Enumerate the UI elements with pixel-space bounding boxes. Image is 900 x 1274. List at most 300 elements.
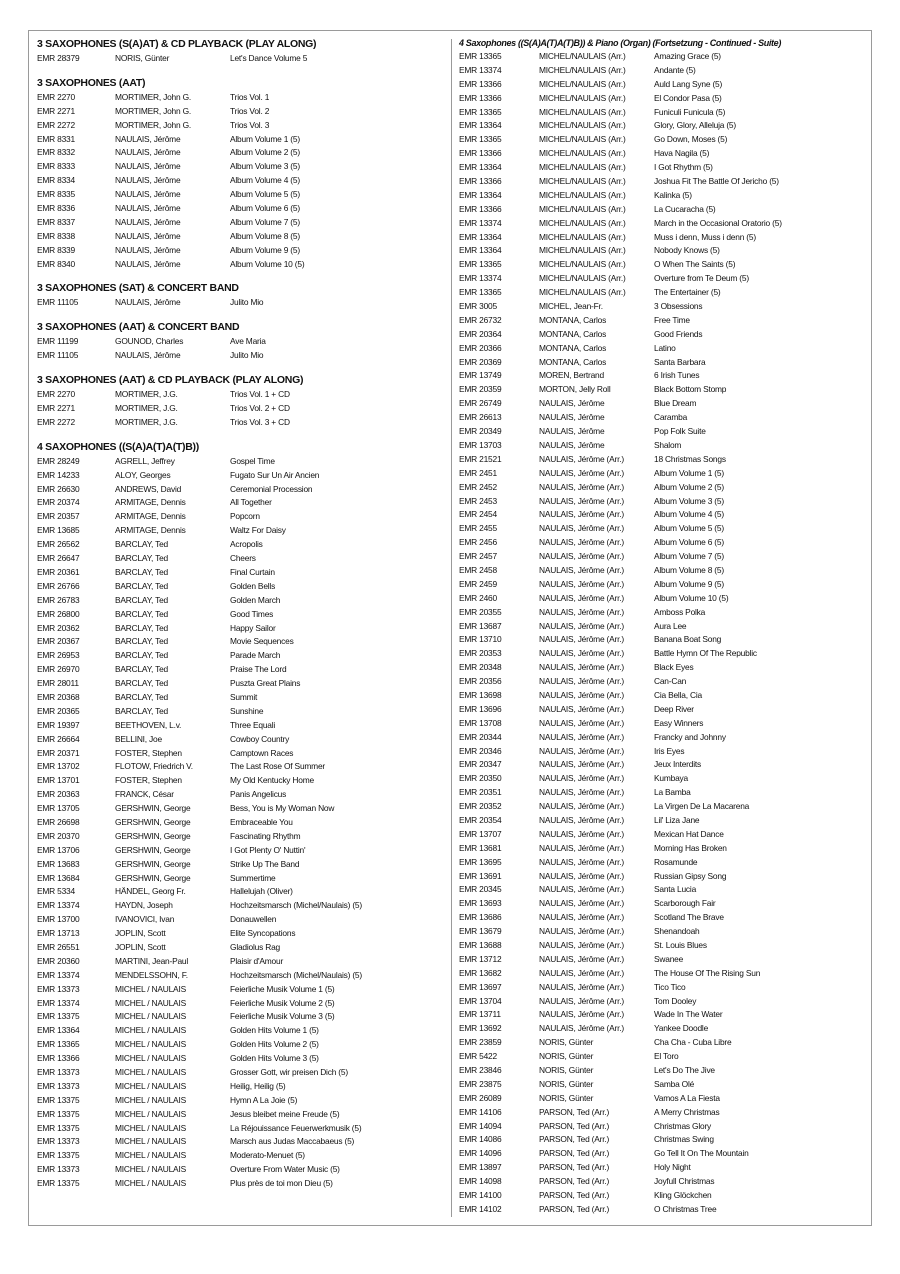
catalog-row (37, 1122, 447, 1136)
catalog-row (459, 189, 867, 203)
work-title: Strike Up The Band (230, 858, 300, 869)
catalog-number: EMR 20356 (459, 676, 502, 687)
work-title: Heilig, Heilig (5) (230, 1080, 286, 1091)
work-title: Kumbaya (654, 773, 688, 784)
catalog-number: EMR 26562 (37, 539, 80, 550)
catalog-row (459, 620, 867, 634)
catalog-number: EMR 26664 (37, 733, 80, 744)
work-title: Album Volume 4 (5) (230, 175, 300, 186)
catalog-row (459, 356, 867, 370)
catalog-number: EMR 13685 (37, 525, 80, 536)
catalog-number: EMR 19397 (37, 719, 80, 730)
work-title: Cha Cha - Cuba Libre (654, 1037, 732, 1048)
catalog-row (37, 663, 447, 677)
catalog-row (459, 633, 867, 647)
composer: PARSON, Ted (Arr.) (539, 1203, 610, 1214)
work-title: Ceremonial Procession (230, 483, 313, 494)
catalog-row (37, 388, 447, 402)
catalog-number: EMR 13364 (459, 162, 502, 173)
composer: GERSHWIN, George (115, 816, 191, 827)
work-title: Moderato-Menuet (5) (230, 1150, 305, 1161)
work-title: Santa Lucia (654, 884, 697, 895)
work-title: Auld Lang Syne (5) (654, 78, 723, 89)
composer: MONTANA, Carlos (539, 314, 607, 325)
composer: MICHEL / NAULAIS (115, 1094, 186, 1105)
catalog-row (459, 592, 867, 606)
work-title: Golden March (230, 594, 281, 605)
catalog-number: EMR 14100 (459, 1190, 502, 1201)
catalog-number: EMR 14106 (459, 1106, 502, 1117)
composer: BARCLAY, Ted (115, 566, 168, 577)
work-title: Grosser Gott, wir preisen Dich (5) (230, 1067, 348, 1077)
work-title: El Toro (654, 1051, 679, 1062)
catalog-row (37, 1177, 447, 1191)
work-title: Amboss Polka (654, 606, 706, 617)
work-title: Happy Sailor (230, 622, 276, 633)
catalog-number: EMR 8331 (37, 133, 75, 144)
composer: PARSON, Ted (Arr.) (539, 1106, 610, 1117)
work-title: Muss i denn, Muss i denn (5) (654, 231, 756, 242)
catalog-number: EMR 8338 (37, 230, 75, 241)
composer: MARTINI, Jean-Paul (115, 955, 189, 966)
work-title: Album Volume 4 (5) (654, 509, 724, 520)
work-title: Sunshine (230, 705, 264, 716)
composer: NAULAIS, Jérôme (Arr.) (539, 787, 624, 798)
catalog-row (459, 300, 867, 314)
catalog-number: EMR 2270 (37, 389, 75, 400)
catalog-number: EMR 13706 (37, 844, 80, 855)
composer: JOPLIN, Scott (115, 928, 166, 939)
work-title: Album Volume 7 (5) (230, 216, 300, 227)
catalog-row (37, 1149, 447, 1163)
work-title: All Together (230, 497, 272, 508)
catalog-row (37, 927, 447, 941)
catalog-row (459, 842, 867, 856)
catalog-number: EMR 13701 (37, 775, 80, 786)
work-title: I Got Rhythm (5) (654, 162, 713, 173)
work-title: Fascinating Rhythm (230, 830, 301, 841)
catalog-row (37, 580, 447, 594)
work-title: Tom Dooley (654, 995, 697, 1006)
work-title: Album Volume 3 (5) (654, 495, 724, 506)
composer: ANDREWS, David (115, 483, 182, 494)
work-title: Golden Bells (230, 580, 276, 591)
catalog-row (37, 622, 447, 636)
catalog-number: EMR 26698 (37, 816, 80, 827)
catalog-row (459, 64, 867, 78)
catalog-row (37, 608, 447, 622)
catalog-row (459, 106, 867, 120)
composer: FOSTER, Stephen (115, 775, 182, 786)
work-title: Overture From Water Music (5) (230, 1164, 340, 1175)
work-title: Samba Olé (654, 1078, 695, 1089)
composer: NAULAIS, Jérôme (539, 412, 605, 423)
work-title: Fugato Sur Un Air Ancien (230, 469, 320, 480)
work-title: Go Down, Moses (5) (654, 134, 728, 145)
catalog-row (459, 745, 867, 759)
composer: NAULAIS, Jérôme (115, 147, 181, 158)
composer: PARSON, Ted (Arr.) (539, 1148, 610, 1159)
work-title: El Condor Pasa (5) (654, 92, 722, 103)
composer: MICHEL/NAULAIS (Arr.) (539, 231, 626, 242)
catalog-number: EMR 13365 (37, 1039, 80, 1050)
catalog-number: EMR 14233 (37, 469, 80, 480)
catalog-number: EMR 13703 (459, 439, 502, 450)
catalog-row (37, 133, 447, 147)
catalog-row (459, 425, 867, 439)
work-title: Embraceable You (230, 816, 293, 827)
composer: NAULAIS, Jérôme (Arr.) (539, 884, 624, 895)
catalog-row (459, 481, 867, 495)
catalog-row (459, 342, 867, 356)
catalog-row (37, 552, 447, 566)
catalog-number: EMR 26800 (37, 608, 80, 619)
composer: MICHEL/NAULAIS (Arr.) (539, 162, 626, 173)
catalog-number: EMR 8334 (37, 175, 75, 186)
composer: NAULAIS, Jérôme (Arr.) (539, 940, 624, 950)
catalog-number: EMR 13686 (459, 912, 502, 923)
composer: BARCLAY, Ted (115, 539, 168, 550)
work-title: Funiculi Funicula (5) (654, 106, 726, 117)
catalog-number: EMR 26647 (37, 553, 80, 564)
catalog-number: EMR 13364 (459, 245, 502, 256)
catalog-row (459, 981, 867, 995)
work-title: Album Volume 1 (5) (654, 467, 724, 478)
catalog-number: EMR 14098 (459, 1176, 502, 1187)
work-title: A Merry Christmas (654, 1106, 720, 1117)
catalog-row (459, 522, 867, 536)
work-title: Andante (5) (654, 64, 696, 75)
catalog-number: EMR 14094 (459, 1120, 502, 1131)
composer: NAULAIS, Jérôme (115, 244, 181, 255)
composer: FLOTOW, Friedrich V. (115, 761, 193, 772)
catalog-number: EMR 13374 (459, 217, 502, 228)
composer: NAULAIS, Jérôme (Arr.) (539, 828, 624, 839)
catalog-row (37, 872, 447, 886)
catalog-row (37, 649, 447, 663)
catalog-number: EMR 20365 (37, 705, 80, 716)
work-title: Holy Night (654, 1162, 691, 1173)
catalog-row (459, 508, 867, 522)
catalog-number: EMR 20371 (37, 747, 80, 758)
composer: NAULAIS, Jérôme (539, 398, 605, 409)
right-column (459, 35, 867, 1217)
catalog-number: EMR 23859 (459, 1037, 502, 1048)
catalog-row (37, 677, 447, 691)
catalog-number: EMR 13365 (459, 51, 502, 61)
composer: NAULAIS, Jérôme (Arr.) (539, 995, 624, 1006)
catalog-row (459, 939, 867, 953)
catalog-row (37, 258, 447, 272)
catalog-number: EMR 13679 (459, 926, 502, 937)
catalog-row (459, 689, 867, 703)
work-title: Hallelujah (Oliver) (230, 886, 293, 897)
catalog-number: EMR 2271 (37, 403, 75, 414)
catalog-row (459, 1120, 867, 1134)
work-title: March in the Occasional Oratorio (5) (654, 217, 782, 228)
catalog-row (37, 538, 447, 552)
composer: MORTIMER, J.G. (115, 416, 178, 427)
catalog-row (459, 883, 867, 897)
work-title: Cia Bella, Cia (654, 689, 702, 700)
work-title: Scotland The Brave (654, 912, 724, 923)
work-title: Christmas Swing (654, 1134, 714, 1145)
composer: HÄNDEL, Georg Fr. (115, 886, 186, 897)
work-title: 18 Christmas Songs (654, 453, 726, 464)
composer: MONTANA, Carlos (539, 328, 607, 339)
composer: NAULAIS, Jérôme (Arr.) (539, 814, 624, 825)
composer: MICHEL / NAULAIS (115, 1108, 186, 1119)
composer: NAULAIS, Jérôme (Arr.) (539, 981, 624, 992)
catalog-number: EMR 20350 (459, 773, 502, 784)
composer: MICHEL/NAULAIS (Arr.) (539, 189, 626, 200)
composer: MICHEL/NAULAIS (Arr.) (539, 134, 626, 145)
catalog-row (37, 119, 447, 133)
catalog-number: EMR 26783 (37, 594, 80, 605)
composer: MOREN, Bertrand (539, 370, 604, 381)
catalog-row (459, 147, 867, 161)
composer: FRANCK, César (115, 789, 174, 800)
composer: NAULAIS, Jérôme (Arr.) (539, 1009, 624, 1020)
work-title: Banana Boat Song (654, 634, 722, 645)
composer: MICHEL / NAULAIS (115, 1150, 186, 1161)
work-title: Feierliche Musik Volume 3 (5) (230, 1011, 335, 1022)
catalog-row (459, 1147, 867, 1161)
catalog-number: EMR 8335 (37, 189, 75, 200)
catalog-number: EMR 20359 (459, 384, 502, 395)
work-title: O Christmas Tree (654, 1203, 717, 1214)
catalog-number: EMR 2270 (37, 91, 75, 102)
work-title: Swanee (654, 953, 684, 964)
catalog-number: EMR 2460 (459, 592, 497, 603)
catalog-section (37, 281, 447, 310)
catalog-number: EMR 20370 (37, 830, 80, 841)
catalog-row (37, 691, 447, 705)
composer: NAULAIS, Jérôme (Arr.) (539, 620, 624, 631)
catalog-number: EMR 2456 (459, 537, 497, 548)
catalog-row (37, 941, 447, 955)
work-title: Jeux Interdits (654, 759, 702, 770)
catalog-number: EMR 11105 (37, 297, 79, 308)
composer: MICHEL/NAULAIS (Arr.) (539, 51, 626, 61)
work-title: Gospel Time (230, 455, 275, 466)
work-title: Black Bottom Stomp (654, 384, 727, 395)
work-title: Rosamunde (654, 856, 698, 867)
composer: PARSON, Ted (Arr.) (539, 1134, 610, 1145)
catalog-number: EMR 8340 (37, 258, 75, 269)
catalog-row (37, 416, 447, 430)
catalog-row (37, 146, 447, 160)
composer: MICHEL / NAULAIS (115, 1067, 186, 1077)
catalog-number: EMR 13374 (37, 900, 80, 911)
composer: NAULAIS, Jérôme (Arr.) (539, 676, 624, 687)
composer: NAULAIS, Jérôme (115, 297, 181, 308)
catalog-row (37, 719, 447, 733)
catalog-number: EMR 13687 (459, 620, 502, 631)
catalog-number: EMR 13749 (459, 370, 502, 381)
work-title: Hochzeitsmarsch (Michel/Naulais) (5) (230, 969, 362, 980)
catalog-row (459, 1189, 867, 1203)
catalog-row (459, 272, 867, 286)
catalog-row (37, 955, 447, 969)
catalog-row (459, 675, 867, 689)
catalog-number: EMR 13365 (459, 287, 502, 298)
composer: MICHEL / NAULAIS (115, 1039, 186, 1050)
composer: GERSHWIN, George (115, 858, 191, 869)
catalog-number: EMR 13897 (459, 1162, 502, 1173)
catalog-number: EMR 13373 (37, 1067, 80, 1077)
composer: NAULAIS, Jérôme (115, 189, 181, 200)
composer: MICHEL/NAULAIS (Arr.) (539, 287, 626, 298)
work-title: Black Eyes (654, 662, 694, 673)
catalog-number: EMR 20367 (37, 636, 80, 647)
catalog-number: EMR 13700 (37, 914, 80, 925)
composer: NAULAIS, Jérôme (Arr.) (539, 648, 624, 659)
work-title: La Virgen De La Macarena (654, 801, 750, 812)
catalog-row (459, 717, 867, 731)
composer: GERSHWIN, George (115, 803, 191, 814)
composer: GERSHWIN, George (115, 872, 191, 883)
work-title: Album Volume 1 (5) (230, 133, 300, 144)
section-title: 4 Saxophones ((S(A)A(T)A(T)B)) & Piano (Organ) (Fortsetzung - Continued - Suite) (459, 38, 781, 48)
composer: NORIS, Günter (539, 1037, 594, 1048)
composer: NORIS, Günter (115, 53, 170, 63)
catalog-row (37, 52, 447, 66)
work-title: Iris Eyes (654, 745, 685, 756)
work-title: Kalinka (5) (654, 189, 692, 200)
catalog-row (37, 983, 447, 997)
composer: NAULAIS, Jérôme (Arr.) (539, 495, 624, 506)
composer: BARCLAY, Ted (115, 650, 168, 661)
catalog-number: EMR 20355 (459, 606, 502, 617)
composer: MORTON, Jelly Roll (539, 384, 611, 395)
catalog-number: EMR 13366 (459, 203, 502, 214)
catalog-number: EMR 2459 (459, 578, 497, 589)
catalog-row (37, 202, 447, 216)
catalog-row (37, 816, 447, 830)
catalog-number: EMR 13366 (459, 78, 502, 89)
section-title: 3 SAXOPHONES (SAT) & CONCERT BAND (37, 282, 239, 295)
composer: PARSON, Ted (Arr.) (539, 1190, 610, 1201)
work-title: Album Volume 9 (5) (230, 244, 300, 255)
catalog-number: EMR 2272 (37, 119, 75, 130)
catalog-row (37, 830, 447, 844)
catalog-number: EMR 14102 (459, 1203, 502, 1214)
composer: NAULAIS, Jérôme (Arr.) (539, 689, 624, 700)
work-title: Trios Vol. 1 (230, 91, 270, 102)
catalog-row (37, 1135, 447, 1149)
composer: NAULAIS, Jérôme (Arr.) (539, 523, 624, 534)
catalog-number: EMR 13366 (459, 92, 502, 103)
work-title: Hymn A La Joie (5) (230, 1094, 298, 1105)
composer: NAULAIS, Jérôme (539, 426, 605, 437)
work-title: Hava Nagila (5) (654, 148, 710, 159)
work-title: Album Volume 5 (5) (654, 523, 724, 534)
catalog-number: EMR 20357 (37, 511, 80, 522)
composer: BARCLAY, Ted (115, 622, 168, 633)
work-title: Julito Mio (230, 297, 264, 308)
composer: MORTIMER, J.G. (115, 389, 178, 400)
catalog-number: EMR 23846 (459, 1065, 502, 1076)
catalog-row (459, 828, 867, 842)
work-title: La Cucaracha (5) (654, 203, 716, 214)
composer: NAULAIS, Jérôme (Arr.) (539, 773, 624, 784)
work-title: Russian Gipsy Song (654, 870, 727, 881)
catalog-number: EMR 26630 (37, 483, 80, 494)
composer: MICHEL / NAULAIS (115, 1164, 186, 1175)
catalog-row (459, 1175, 867, 1189)
composer: NAULAIS, Jérôme (115, 133, 181, 144)
work-title: Jesus bleibet meine Freude (5) (230, 1108, 340, 1119)
composer: MONTANA, Carlos (539, 342, 607, 353)
composer: MICHEL, Jean-Fr. (539, 301, 603, 312)
section-title: 3 SAXOPHONES (AAT) & CONCERT BAND (37, 321, 240, 334)
catalog-section (37, 76, 447, 272)
work-title: Trios Vol. 3 (230, 119, 270, 130)
work-title: Donauwellen (230, 914, 277, 925)
catalog-row (37, 594, 447, 608)
catalog-row (37, 483, 447, 497)
catalog-row (459, 1022, 867, 1036)
composer: PARSON, Ted (Arr.) (539, 1176, 610, 1187)
composer: NAULAIS, Jérôme (539, 439, 605, 450)
work-title: Hochzeitsmarsch (Michel/Naulais) (5) (230, 900, 362, 911)
work-title: Can-Can (654, 676, 687, 687)
catalog-number: EMR 13373 (37, 1164, 80, 1175)
catalog-number: EMR 20351 (459, 787, 502, 798)
composer: NORIS, Günter (539, 1065, 594, 1076)
catalog-number: EMR 13705 (37, 803, 80, 814)
work-title: Album Volume 3 (5) (230, 161, 300, 172)
work-title: Vamos A La Fiesta (654, 1092, 720, 1103)
catalog-number: EMR 20349 (459, 426, 502, 437)
work-title: Plus près de toi mon Dieu (5) (230, 1178, 333, 1189)
catalog-number: EMR 13702 (37, 761, 80, 772)
work-title: Deep River (654, 703, 694, 714)
catalog-number: EMR 20345 (459, 884, 502, 895)
section-title: 3 SAXOPHONES (AAT) & CD PLAYBACK (PLAY ALONG) (37, 374, 304, 387)
composer: NAULAIS, Jérôme (Arr.) (539, 912, 624, 923)
composer: MORTIMER, John G. (115, 91, 192, 102)
composer: NAULAIS, Jérôme (Arr.) (539, 926, 624, 937)
catalog-row (37, 899, 447, 913)
catalog-number: EMR 8333 (37, 161, 75, 172)
composer: MICHEL / NAULAIS (115, 1136, 186, 1147)
catalog-row (459, 758, 867, 772)
composer: NORIS, Günter (539, 1092, 594, 1103)
catalog-row (37, 1094, 447, 1108)
catalog-row (459, 217, 867, 231)
catalog-number: EMR 28249 (37, 455, 80, 466)
work-title: 6 Irish Tunes (654, 370, 700, 381)
catalog-row (459, 50, 867, 64)
catalog-row (459, 786, 867, 800)
catalog-row (459, 119, 867, 133)
catalog-number: EMR 13365 (459, 106, 502, 117)
catalog-row (459, 550, 867, 564)
composer: BARCLAY, Ted (115, 553, 168, 564)
catalog-number: EMR 13365 (459, 259, 502, 270)
composer: BARCLAY, Ted (115, 705, 168, 716)
composer: NAULAIS, Jérôme (Arr.) (539, 870, 624, 881)
catalog-row (37, 997, 447, 1011)
catalog-row (459, 495, 867, 509)
composer: GERSHWIN, George (115, 844, 191, 855)
catalog-number: EMR 11105 (37, 350, 79, 361)
composer: NAULAIS, Jérôme (Arr.) (539, 606, 624, 617)
catalog-number: EMR 13692 (459, 1023, 502, 1034)
work-title: Album Volume 5 (5) (230, 189, 300, 200)
